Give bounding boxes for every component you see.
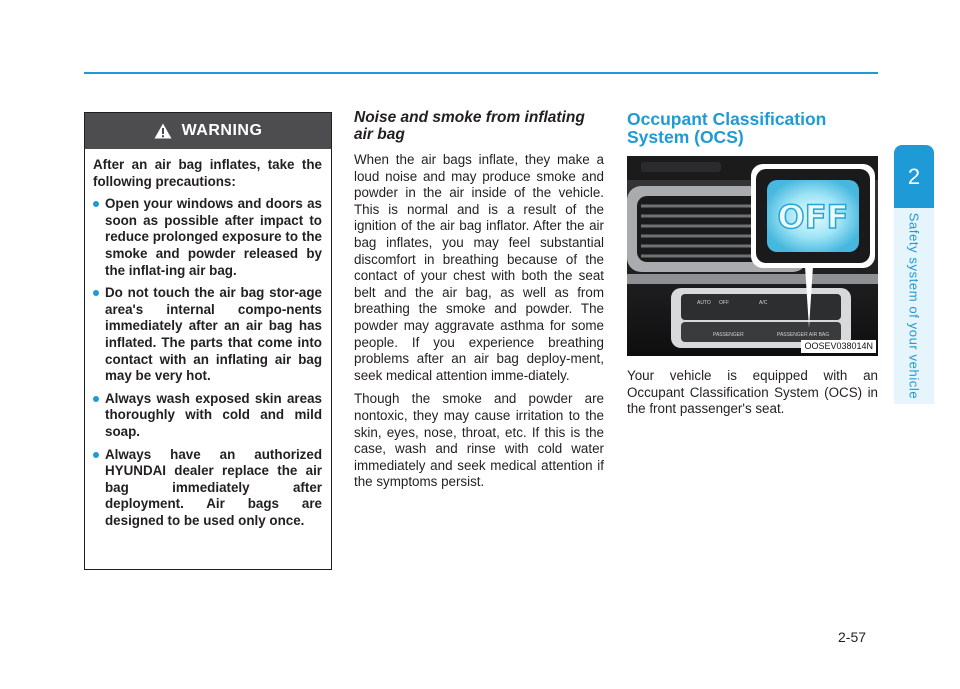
image-caption: OOSEV038014N [801, 340, 876, 353]
warning-heading: WARNING [181, 122, 263, 139]
dashboard-illustration [627, 156, 878, 356]
warning-triangle-icon [154, 123, 172, 139]
warning-intro: After an air bag inflates, take the following precautions: [93, 157, 322, 189]
noise-section-title: Noise and smoke from inflating air bag [354, 109, 585, 143]
warning-header [85, 113, 331, 149]
ocs-section [627, 109, 878, 417]
warning-item: Always have an authorized HYUNDAI dealer replace the air bag immediately after deployment. Air bags are designed to be used only once. [93, 447, 322, 530]
ocs-body: Your vehicle is equipped with an Occupant Classification System (OCS) in the front passenger's seat. [627, 368, 878, 417]
warning-item: Always wash exposed skin areas thoroughly with cold and mild soap. [93, 391, 322, 441]
warning-body [85, 149, 331, 529]
warning-item: Open your windows and doors as soon as possible after impact to reduce prolonged exposure to the smoke and powder released by the inflat-ing air bag. [93, 196, 322, 279]
panel-label-passenger-air-bag: PASSENGER AIR BAG [777, 332, 830, 338]
page-number: 2-57 [838, 629, 867, 645]
warning-list [93, 196, 322, 529]
noise-paragraph: Though the smoke and powder are nontoxic, they may cause irritation to the skin, eyes, nose, throat, etc. If this is the case, wash and rinse with cold water immediately and seek medical attention if the symptoms persist. [354, 391, 604, 490]
header-rule [84, 72, 878, 74]
chapter-number: 2 [907, 163, 921, 189]
panel-label-auto: AUTO [697, 300, 711, 306]
ocs-indicator-photo [627, 156, 878, 356]
warning-item: Do not touch the air bag stor-age area's internal compo-nents immediately after an air bag has inflated. The parts that come into contact with an inflating air bag may be very hot. [93, 285, 322, 385]
panel-label-off: OFF [719, 300, 729, 306]
panel-label-passenger: PASSENGER [713, 332, 744, 338]
chapter-title: Safety system of your vehicle [906, 212, 922, 400]
noise-section [354, 110, 604, 498]
ocs-off-indicator: OFF [777, 198, 849, 236]
ocs-section-title: Occupant Classification System (OCS) [627, 109, 827, 147]
warning-box [84, 112, 332, 570]
noise-paragraph: When the air bags inflate, they make a loud noise and may produce smoke and powder in the air inside of the vehicle. This is normal and is a result of the ignition of the air bag inflator. After the air bag inflates, you may feel substantial discomfort in breathing because of the contact of your chest with both the seat belt and the air bag, as well as from breathing the smoke and powder. The powder may aggravate asthma for some people. If you experience breathing problems after an air bag deploy-ment, seek medical attention imme-diately. [354, 152, 604, 383]
chapter-tab [894, 145, 934, 208]
panel-label-ac: A/C [759, 300, 768, 306]
